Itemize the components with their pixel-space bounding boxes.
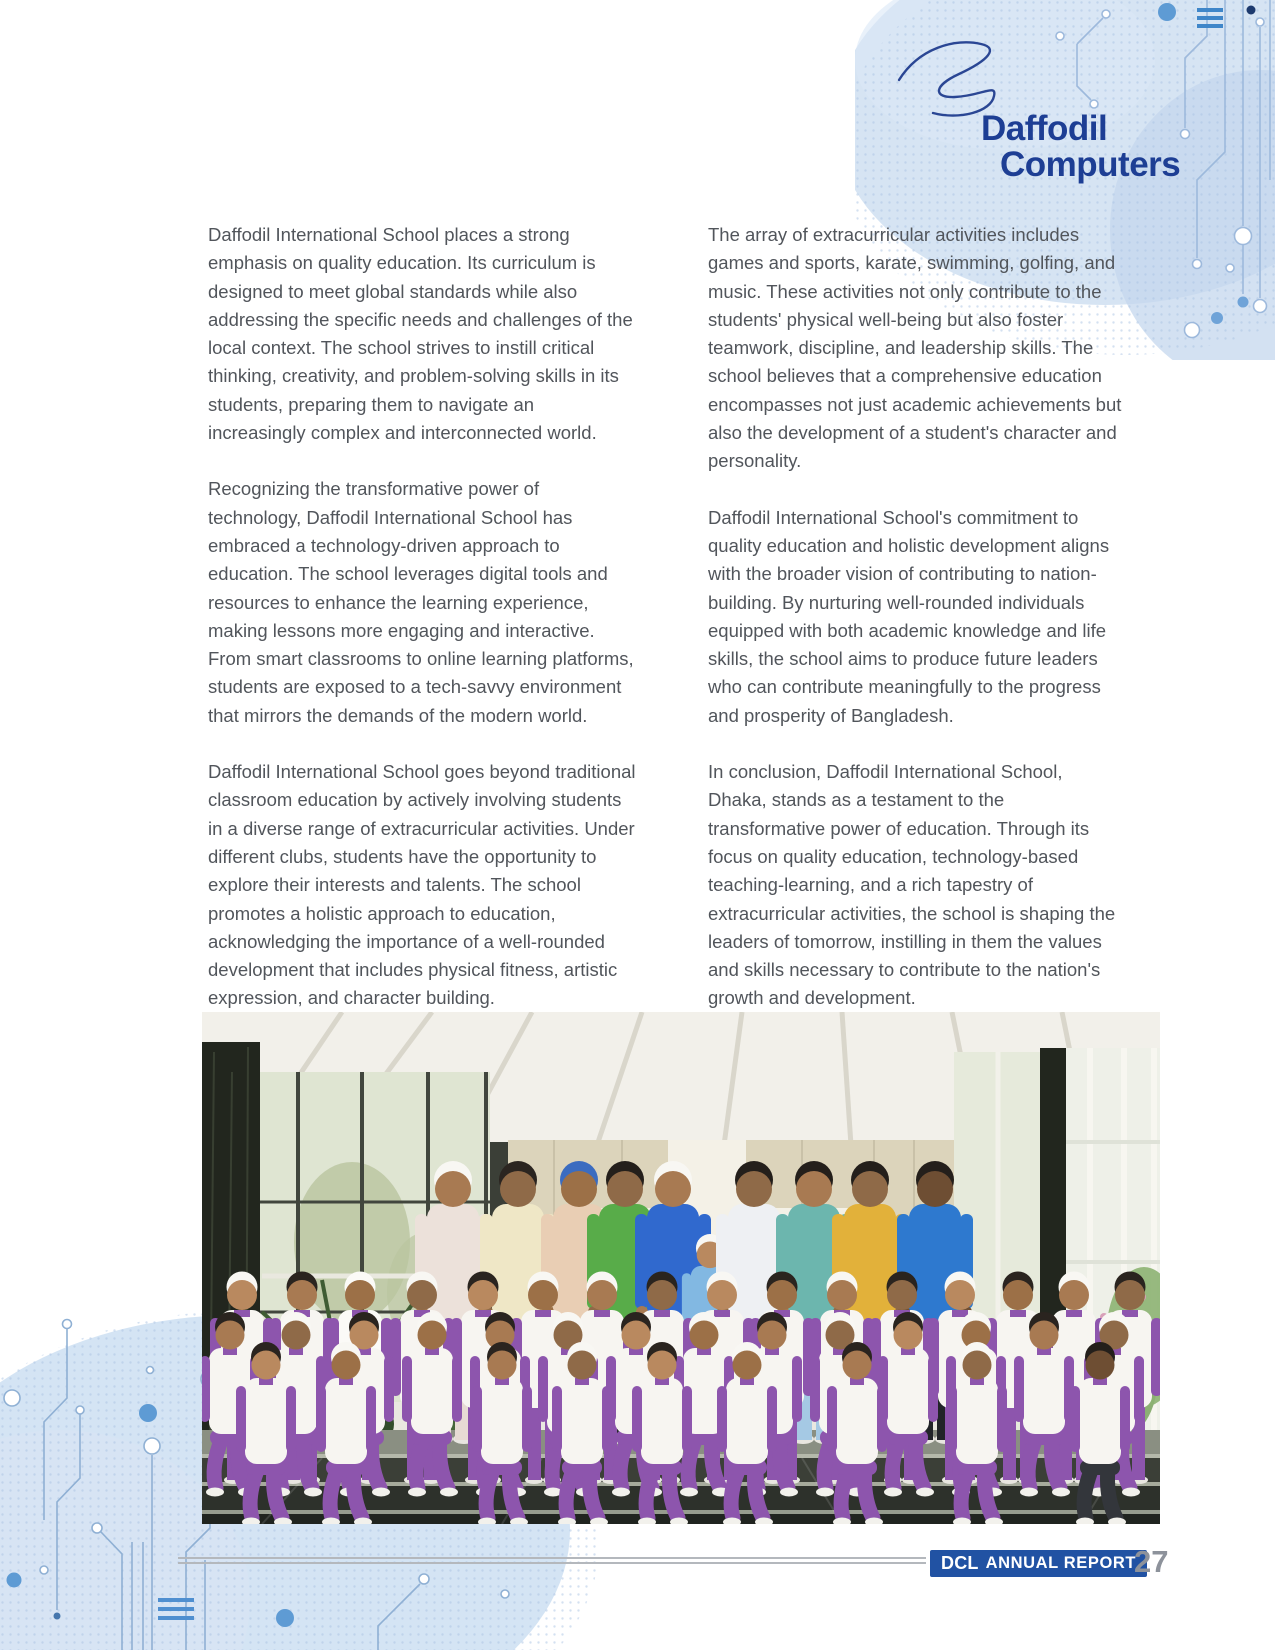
- paragraph: The array of extracurricular activities includes games and sports, karate, swimming, golfing, and music. These activities not only contribute to the students' physical well-being but also foster teamwork, discipline, and leadership skills. The school believes that a comprehensive education encompasses not just academic achievements but also the development of a student's character and personality.: [708, 224, 1122, 472]
- brand-logo-line-1: Daffodil: [981, 109, 1108, 148]
- badge-label: ANNUAL REPORT: [985, 1554, 1137, 1572]
- article-column-left: [208, 221, 636, 1041]
- badge-prefix: DCL: [941, 1553, 979, 1573]
- annual-report-badge: [930, 1550, 1147, 1577]
- paragraph: Daffodil International School places a strong emphasis on quality education. Its curriculum is designed to meet global standards while also addressing the specific needs and challenges of the local context. The school strives to instill critical thinking, creativity, and problem-solving skills in its students, preparing them to navigate an increasingly complex and interconnected world.: [208, 224, 633, 444]
- dot-navy: [1247, 6, 1256, 15]
- brand-logo-line-2: Computers: [1000, 145, 1181, 184]
- paragraph: Daffodil International School's commitment to quality education and holistic development aligns with the broader vision of contributing to nation-building. By nurturing well-rounded individuals equipped with both academic knowledge and life skills, the school aims to produce future leaders who can contribute meaningfully to the progress and prosperity of Bangladesh.: [708, 506, 1110, 726]
- dot-accent: [1158, 3, 1176, 21]
- footer-divider: [178, 1557, 926, 1564]
- paragraph: In conclusion, Daffodil International School, Dhaka, stands as a testament to the transformative power of education. Through its focus on quality education, technology-based teaching-learning, and a rich tapestry of extracurricular activities, the school is shaping the leaders of tomorrow, instilling in them the values and skills necessary to contribute to the nation's growth and development.: [708, 761, 1116, 1009]
- group-photo: [202, 1012, 1160, 1524]
- article-column-right: [708, 221, 1126, 1041]
- paragraph: Daffodil International School goes beyond traditional classroom education by actively involving students in a diverse range of extracurricular activities. Under different clubs, students have the opportunity to explore their interests and talents. The school promotes a holistic approach to education, acknowledging the importance of a well-rounded development that includes physical fitness, artistic expression, and character building.: [208, 761, 636, 1009]
- page-number: 27: [1134, 1544, 1169, 1579]
- paragraph: Recognizing the transformative power of technology, Daffodil International School has embraced a technology-driven approach to education. The school leverages digital tools and resources to enhance the learning experience, making lessons more engaging and interactive. From smart classrooms to online learning platforms, students are exposed to a tech-savvy environment that mirrors the demands of the modern world.: [208, 478, 634, 726]
